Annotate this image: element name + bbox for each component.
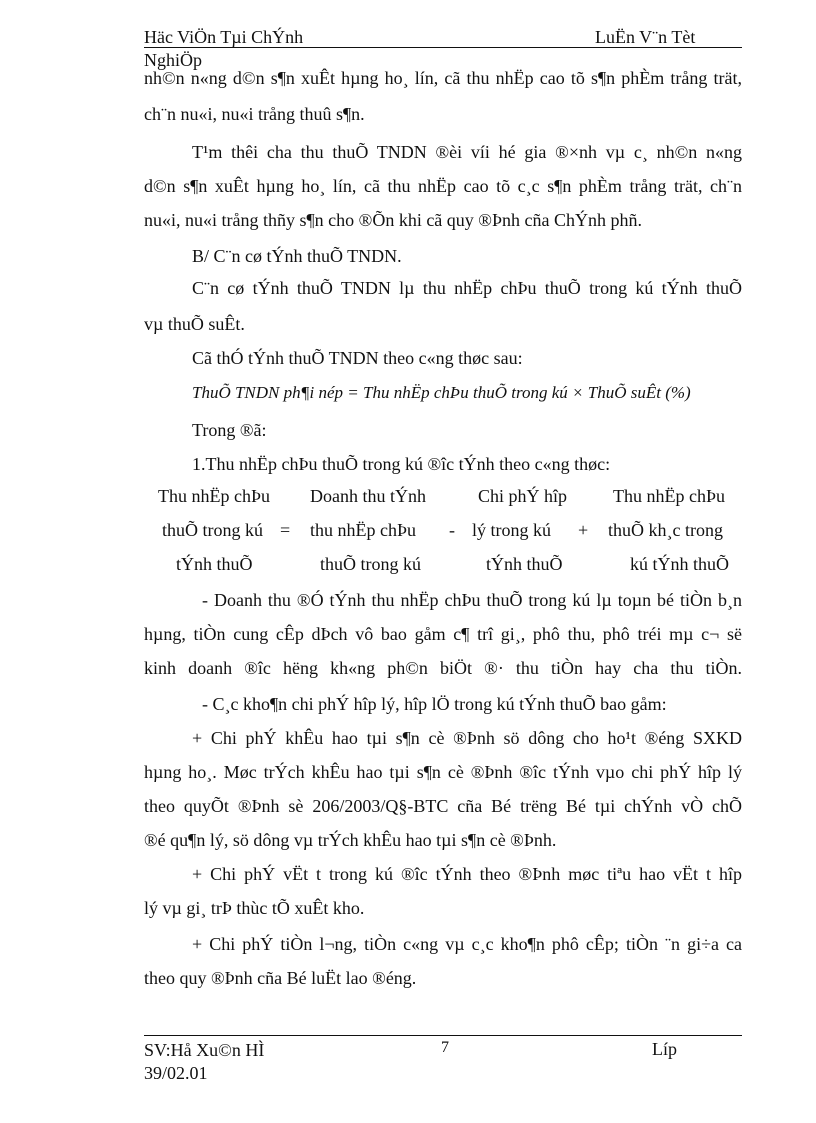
tax-formula: ThuÕ TNDN ph¶i nép = Thu nhËp chÞu thuÕ trong kú × ThuÕ suÊt (%) (192, 383, 691, 402)
body-line: ch¨n nu«i, nu«i trång thuû s¶n. (144, 104, 365, 124)
body-line: nu«i, nu«i trång thñy s¶n cho ®Õn khi cã quy ®Þnh cña ChÝnh phñ. (144, 210, 642, 230)
footer-rule (144, 1035, 742, 1036)
term-revenue: thuÕ trong kú (320, 554, 421, 574)
header-continuation: NghiÖp (144, 50, 202, 70)
term-taxable-income: Thu nhËp chÞu (158, 486, 270, 506)
term-taxable-income: thuÕ trong kú (162, 520, 263, 540)
term-revenue: thu nhËp chÞu (310, 520, 416, 540)
body-line: 1.Thu nhËp chÞu thuÕ trong kú ®îc tÝnh theo c«ng thøc: (192, 454, 611, 474)
body-line: C¨n cø tÝnh thuÕ TNDN lµ thu nhËp chÞu thuÕ trong kú tÝnh thuÕ (192, 278, 742, 298)
body-line: + Chi phÝ khÊu hao tµi s¶n cè ®Þnh sö dông cho ho¹t ®éng SXKD (192, 728, 742, 748)
header-thesis-title: LuËn V¨n Tèt (595, 27, 696, 47)
term-expenses: Chi phÝ hîp (478, 486, 568, 506)
body-line: Trong ®ã: (192, 420, 267, 440)
body-line: lý vµ gi¸ trÞ thùc tÕ xuÊt kho. (144, 898, 365, 918)
footer-class-code: 39/02.01 (144, 1063, 208, 1083)
body-line: Cã thÓ tÝnh thuÕ TNDN theo c«ng thøc sau: (192, 348, 523, 368)
footer-student-name: SV:Hå Xu©n HÌ (144, 1040, 265, 1060)
section-heading: B/ C¨n cø tÝnh thuÕ TNDN. (192, 246, 402, 266)
plus-sign: + (578, 520, 589, 540)
term-other-income: Thu nhËp chÞu (613, 486, 725, 506)
body-line: theo quy ®Þnh cña Bé luËt lao ®éng. (144, 968, 417, 988)
term-other-income: thuÕ kh¸c trong (608, 520, 723, 540)
body-line: theo quyÕt ®Þnh sè 206/2003/Q§-BTC cña Bé trëng Bé tµi chÝnh vÒ chÕ (144, 796, 742, 816)
page-number: 7 (441, 1039, 449, 1056)
body-line: + Chi phÝ vËt t trong kú ®îc tÝnh theo ®Þnh møc tiªu hao vËt t hîp (192, 864, 742, 884)
term-expenses: tÝnh thuÕ (486, 554, 563, 574)
equals-sign: = (280, 520, 291, 540)
body-line: nh©n n«ng d©n s¶n xuÊt hµng ho¸ lín, cã thu nhËp cao tõ s¶n phÈm trång trät, (144, 68, 742, 88)
body-line: vµ thuÕ suÊt. (144, 314, 245, 334)
body-line: kinh doanh ®îc hëng kh«ng ph©n biÖt ®· thu tiÒn hay cha thu tiÒn. (144, 658, 742, 678)
term-revenue: Doanh thu tÝnh (310, 486, 426, 506)
minus-sign: - (449, 520, 455, 540)
footer-class-label: Líp (652, 1039, 677, 1059)
body-line: d©n s¶n xuÊt hµng ho¸ lín, cã thu nhËp cao tõ c¸c s¶n phÈm trång trät, ch¨n (144, 176, 742, 196)
term-other-income: kú tÝnh thuÕ (630, 554, 729, 574)
term-expenses: lý trong kú (472, 520, 551, 540)
body-line: hµng, tiÒn cung cÊp dÞch vô bao gåm c¶ trî gi¸, phô thu, phô tréi mµ c¬ së (144, 624, 742, 644)
body-line: - Doanh thu ®Ó tÝnh thu nhËp chÞu thuÕ trong kú lµ toµn bé tiÒn b¸n (202, 590, 742, 610)
header-rule (144, 47, 742, 48)
body-line: hµng ho¸. Møc trÝch khÊu hao tµi s¶n cè ®Þnh ®îc tÝnh vµo chi phÝ hîp lý (144, 762, 742, 782)
body-line: T¹m thêi cha thu thuÕ TNDN ®èi víi hé gia ®×nh vµ c¸ nh©n n«ng (192, 142, 742, 162)
body-line: - C¸c kho¶n chi phÝ hîp lý, hîp lÖ trong kú tÝnh thuÕ bao gåm: (202, 694, 667, 714)
body-line: ®é qu¶n lý, sö dông vµ trÝch khÊu hao tµi s¶n cè ®Þnh. (144, 830, 557, 850)
term-taxable-income: tÝnh thuÕ (176, 554, 253, 574)
header-institution: Häc ViÖn Tµi ChÝnh (144, 27, 304, 47)
body-line: + Chi phÝ tiÒn l¬ng, tiÒn c«ng vµ c¸c kho¶n phô cÊp; tiÒn ¨n gi÷a ca (192, 934, 742, 954)
